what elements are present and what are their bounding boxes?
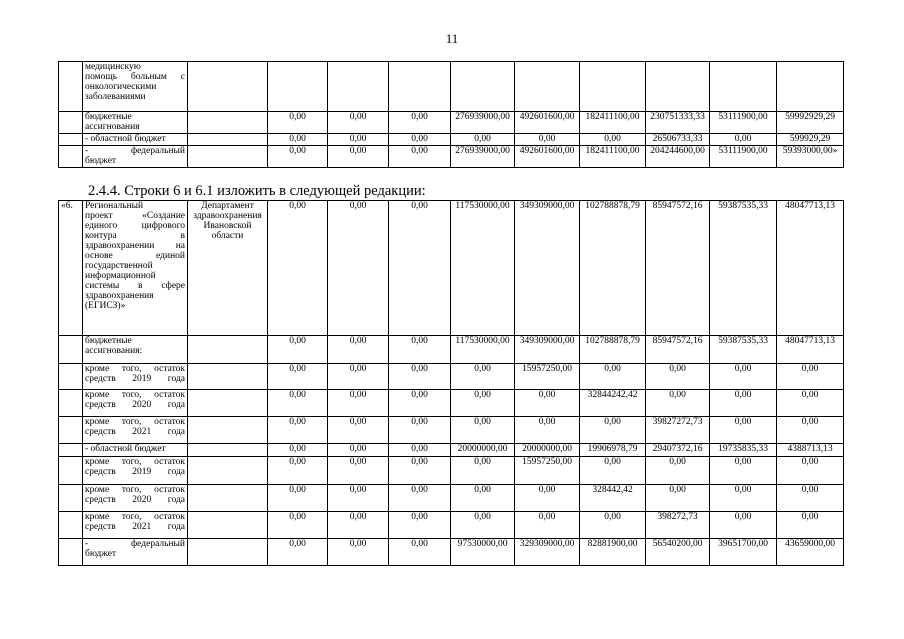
value-cell: 59393000,00» [777,146,844,168]
row-label: бюджетные ассигнования [83,112,188,134]
budget-table-continuation [58,61,844,168]
table-row [59,512,844,539]
department-cell [188,512,268,539]
value-cell: 349309000,00 [515,336,580,364]
value-cell: 0,00 [328,364,389,390]
row-label: кроме того, остаток средств 2019 года [83,364,188,390]
value-cell: 0,00 [710,512,777,539]
department-cell [188,485,268,512]
value-cell: 53111900,00 [710,112,777,134]
row-number: «6. [59,201,83,336]
value-cell: 0,00 [451,364,515,390]
value-cell: 0,00 [451,390,515,417]
number-cell [59,134,83,146]
value-cell: 0,00 [328,112,389,134]
empty-cell [451,62,515,112]
value-cell: 20000000,00 [451,444,515,457]
value-cell: 32844242,42 [580,390,646,417]
number-cell [59,485,83,512]
empty-cell [389,62,451,112]
row-label: кроме того, остаток средств 2021 года [83,417,188,444]
value-cell: 182411100,00 [580,146,646,168]
row-label: - областной бюджет [83,444,188,457]
value-cell: 97530000,00 [451,539,515,566]
value-cell: 0,00 [268,201,328,336]
value-cell: 0,00 [268,457,328,485]
row-label: кроме того, остаток средств 2020 года [83,390,188,417]
table-row [59,539,844,566]
value-cell: 0,00 [710,485,777,512]
value-cell: 0,00 [777,485,844,512]
value-cell: 0,00 [710,390,777,417]
value-cell: 0,00 [777,390,844,417]
value-cell: 0,00 [580,457,646,485]
value-cell: 0,00 [328,457,389,485]
value-cell: 59387535,33 [710,201,777,336]
value-cell: 230751333,33 [646,112,710,134]
value-cell: 0,00 [328,201,389,336]
empty-cell [188,62,268,112]
number-cell [59,539,83,566]
empty-cell [580,62,646,112]
table-row [59,201,844,336]
value-cell: 0,00 [268,512,328,539]
department-cell [188,112,268,134]
value-cell: 15957250,00 [515,364,580,390]
value-cell: 0,00 [646,390,710,417]
value-cell: 102788878,79 [580,336,646,364]
row-label: кроме того, остаток средств 2019 года [83,457,188,485]
value-cell: 492601600,00 [515,146,580,168]
value-cell: 0,00 [777,364,844,390]
number-cell [59,417,83,444]
value-cell: 0,00 [328,539,389,566]
value-cell: 15957250,00 [515,457,580,485]
value-cell: 0,00 [451,134,515,146]
value-cell: 0,00 [580,417,646,444]
row-label: бюджетные ассигнования: [83,336,188,364]
table-row [59,336,844,364]
value-cell: 56540200,00 [646,539,710,566]
department-cell [188,134,268,146]
value-cell: 0,00 [328,134,389,146]
value-cell: 0,00 [515,134,580,146]
value-cell: 0,00 [451,512,515,539]
value-cell: 599929,29 [777,134,844,146]
value-cell: 0,00 [389,485,451,512]
empty-cell [328,62,389,112]
empty-cell [777,62,844,112]
value-cell: 0,00 [328,390,389,417]
row-label: кроме того, остаток средств 2020 года [83,485,188,512]
table-row [59,457,844,485]
value-cell: 0,00 [710,134,777,146]
value-cell: 43659000,00 [777,539,844,566]
value-cell: 0,00 [451,417,515,444]
empty-cell [710,62,777,112]
table-row [59,444,844,457]
value-cell: 20000000,00 [515,444,580,457]
value-cell: 0,00 [268,364,328,390]
value-cell: 0,00 [389,444,451,457]
row-label: Региональный проект «Создание единого цифрового контура в здравоохранении на основе единой государственной информационной системы в сфере здравоохранения (ЕГИСЗ)» [83,201,188,336]
department-cell [188,336,268,364]
value-cell: 328442,42 [580,485,646,512]
value-cell: 4388713,13 [777,444,844,457]
department-cell [188,146,268,168]
department-cell [188,539,268,566]
row-label: кроме того, остаток средств 2021 года [83,512,188,539]
value-cell: 0,00 [389,512,451,539]
value-cell: 48047713,13 [777,336,844,364]
value-cell: 276939000,00 [451,146,515,168]
value-cell: 0,00 [328,146,389,168]
value-cell: 82881900,00 [580,539,646,566]
value-cell: 0,00 [389,201,451,336]
value-cell: 0,00 [646,364,710,390]
value-cell: 0,00 [646,457,710,485]
value-cell: 0,00 [580,512,646,539]
value-cell: 19735835,33 [710,444,777,457]
value-cell: 329309000,00 [515,539,580,566]
value-cell: 0,00 [389,336,451,364]
value-cell: 0,00 [328,512,389,539]
value-cell: 0,00 [389,112,451,134]
value-cell: 0,00 [268,336,328,364]
table-row [59,112,844,134]
value-cell: 0,00 [389,417,451,444]
value-cell: 0,00 [515,512,580,539]
value-cell: 59992929,29 [777,112,844,134]
value-cell: 0,00 [268,444,328,457]
department-cell [188,444,268,457]
value-cell: 204244600,00 [646,146,710,168]
number-cell [59,146,83,168]
value-cell: 59387535,33 [710,336,777,364]
value-cell: 85947572,16 [646,336,710,364]
budget-table-rows-6 [58,200,844,566]
value-cell: 349309000,00 [515,201,580,336]
value-cell: 0,00 [515,390,580,417]
value-cell: 0,00 [777,457,844,485]
value-cell: 0,00 [710,364,777,390]
page-number: 11 [445,31,459,46]
value-cell: 398272,73 [646,512,710,539]
row-label: - федеральный бюджет [83,539,188,566]
value-cell: 0,00 [328,485,389,512]
value-cell: 0,00 [389,539,451,566]
value-cell: 85947572,16 [646,201,710,336]
row-label: - областной бюджет [83,134,188,146]
department-cell [188,417,268,444]
value-cell: 182411100,00 [580,112,646,134]
value-cell: 492601600,00 [515,112,580,134]
value-cell: 0,00 [268,539,328,566]
value-cell: 0,00 [268,134,328,146]
number-cell [59,512,83,539]
row-label: медицинскую помощь больным с онкологическими заболеваниями [83,62,188,112]
value-cell: 0,00 [710,457,777,485]
value-cell: 102788878,79 [580,201,646,336]
value-cell: 0,00 [328,417,389,444]
value-cell: 0,00 [268,112,328,134]
value-cell: 0,00 [389,457,451,485]
table-row [59,390,844,417]
value-cell: 117530000,00 [451,201,515,336]
number-cell [59,62,83,112]
table-row [59,364,844,390]
department-cell [188,390,268,417]
value-cell: 0,00 [389,364,451,390]
number-cell [59,444,83,457]
table-row [59,134,844,146]
number-cell [59,390,83,417]
value-cell: 0,00 [389,390,451,417]
value-cell: 53111900,00 [710,146,777,168]
value-cell: 0,00 [580,364,646,390]
value-cell: 0,00 [515,485,580,512]
value-cell: 0,00 [389,134,451,146]
value-cell: 0,00 [580,134,646,146]
value-cell: 26506733,33 [646,134,710,146]
number-cell [59,336,83,364]
value-cell: 39651700,00 [710,539,777,566]
number-cell [59,457,83,485]
value-cell: 0,00 [777,512,844,539]
empty-cell [268,62,328,112]
empty-cell [515,62,580,112]
department-cell: Департамент здравоохранения Ивановской области [188,201,268,336]
value-cell: 0,00 [328,336,389,364]
value-cell: 0,00 [515,417,580,444]
department-cell [188,457,268,485]
number-cell [59,364,83,390]
table-row [59,417,844,444]
department-cell [188,364,268,390]
section-heading: 2.4.4. Строки 6 и 6.1 изложить в следующей редакции: [88,183,426,199]
value-cell: 0,00 [268,417,328,444]
value-cell: 0,00 [451,457,515,485]
value-cell: 276939000,00 [451,112,515,134]
value-cell: 39827272,73 [646,417,710,444]
value-cell: 0,00 [777,417,844,444]
number-cell [59,112,83,134]
row-label: - федеральный бюджет [83,146,188,168]
value-cell: 29407372,16 [646,444,710,457]
table-row [59,485,844,512]
value-cell: 0,00 [328,444,389,457]
value-cell: 0,00 [268,390,328,417]
value-cell: 0,00 [646,485,710,512]
value-cell: 117530000,00 [451,336,515,364]
empty-cell [646,62,710,112]
table-row [59,146,844,168]
value-cell: 48047713,13 [777,201,844,336]
value-cell: 19906978,79 [580,444,646,457]
table-row [59,62,844,112]
value-cell: 0,00 [268,146,328,168]
value-cell: 0,00 [451,485,515,512]
value-cell: 0,00 [710,417,777,444]
value-cell: 0,00 [389,146,451,168]
value-cell: 0,00 [268,485,328,512]
